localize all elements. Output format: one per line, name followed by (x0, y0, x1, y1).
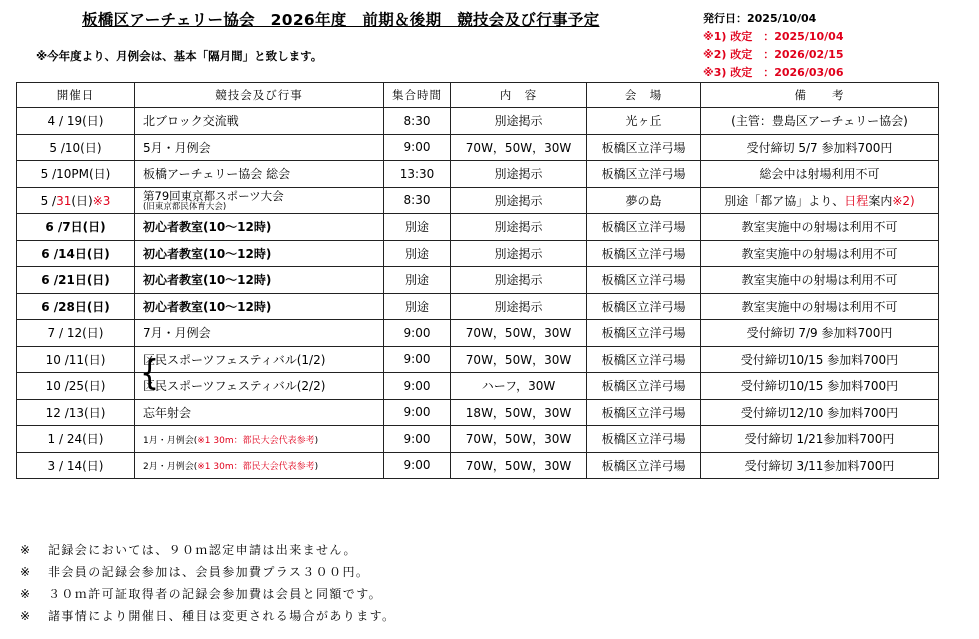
venue-text: 板橋区立洋弓場 (601, 352, 686, 367)
time-text: 8:30 (403, 193, 431, 208)
content-text: 別途掲示 (494, 246, 543, 261)
revision-2: ※2) 改定 ：2026/02/15 (703, 48, 844, 61)
event-name: 北ブロック交流戦 (143, 114, 239, 129)
remark-text: 教室実施中の射場は利用不可 (741, 299, 898, 314)
cell-date (17, 346, 135, 373)
venue-text: 板橋区立洋弓場 (601, 405, 686, 420)
cell-venue (587, 267, 701, 294)
table-row (17, 187, 939, 214)
venue-text: 板橋区立洋弓場 (601, 273, 686, 288)
issue-date: 発行日：2025/10/04 (703, 12, 817, 25)
date-changed-text: 31 (56, 193, 72, 208)
event-name: 初心者教室(10～12時) (143, 220, 272, 235)
cell-time (384, 346, 451, 373)
time-text: 別途 (404, 220, 429, 235)
remark-text: 教室実施中の射場は利用不可 (741, 273, 898, 288)
cell-time (384, 373, 451, 400)
content-text: 70W，50W，30W (465, 458, 572, 473)
cell-event (135, 267, 384, 294)
revision-1: ※1) 改定 ：2025/10/04 (703, 30, 844, 43)
cell-content (451, 399, 587, 426)
remark-text: 教室実施中の射場は利用不可 (741, 246, 898, 261)
page-title: 板橋区アーチェリー協会 2026年度 前期＆後期 競技会及び行事予定 (82, 11, 600, 29)
table-row (17, 214, 939, 241)
venue-text: 光ヶ丘 (625, 114, 662, 129)
cell-event (135, 293, 384, 320)
remark-text: 受付締切10/15 参加料700円 (740, 379, 899, 394)
date-text: 5 / (40, 193, 57, 208)
content-text: 別途掲示 (494, 299, 543, 314)
time-text: 9:00 (403, 325, 431, 340)
content-text: 70W，50W，30W (465, 432, 572, 447)
event-name: 初心者教室(10～12時) (143, 273, 272, 288)
time-text: 8:30 (403, 113, 431, 128)
cell-venue (587, 161, 701, 188)
content-text: 別途掲示 (494, 114, 543, 129)
footnote-mark: ※ (20, 609, 32, 623)
event-name: 初心者教室(10～12時) (143, 299, 272, 314)
cell-time (384, 399, 451, 426)
remark-text: 別途「都ア協」より、 (724, 193, 845, 208)
cell-remark (701, 426, 939, 453)
time-text: 別途 (404, 246, 429, 261)
cell-time (384, 293, 451, 320)
column-header-date: 開催日 (17, 83, 135, 108)
remark-text: (主管：豊島区アーチェリー協会) (731, 114, 908, 129)
cell-content (451, 267, 587, 294)
cell-remark (701, 267, 939, 294)
cell-time (384, 161, 451, 188)
cell-remark (701, 161, 939, 188)
content-text: ハーフ，30W (481, 379, 556, 394)
table-row (17, 240, 939, 267)
date-text: 6 /21日(日) (41, 273, 110, 288)
footnote-mark: ※ (20, 543, 32, 557)
venue-text: 板橋区立洋弓場 (601, 299, 686, 314)
cell-time (384, 267, 451, 294)
remark-text: 受付締切 3/11参加料700円 (744, 458, 895, 473)
cell-venue (587, 346, 701, 373)
cell-venue (587, 293, 701, 320)
event-name: 7月・月例会 (143, 326, 211, 341)
venue-text: 板橋区立洋弓場 (601, 326, 686, 341)
remark-highlight: 日程 (844, 193, 869, 208)
cell-date (17, 240, 135, 267)
cell-remark (701, 346, 939, 373)
cell-venue (587, 214, 701, 241)
cell-content (451, 187, 587, 214)
cell-date (17, 320, 135, 347)
remark-text: 受付締切 1/21参加料700円 (744, 432, 895, 447)
cell-content (451, 134, 587, 161)
cell-event (135, 399, 384, 426)
table-row (17, 161, 939, 188)
cell-time (384, 108, 451, 135)
remark-text: 受付締切10/15 参加料700円 (740, 352, 899, 367)
cell-remark (701, 320, 939, 347)
schedule-table (16, 82, 939, 479)
remark-text: 受付締切12/10 参加料700円 (740, 405, 899, 420)
remark-suffix: 案内 (868, 193, 893, 208)
footnote-mark: ※ (20, 565, 32, 579)
content-text: 別途掲示 (494, 220, 543, 235)
table-header-row (17, 83, 939, 108)
cell-remark (701, 187, 939, 214)
cell-content (451, 214, 587, 241)
remark-text: 教室実施中の射場は利用不可 (741, 220, 898, 235)
content-text: 別途掲示 (494, 193, 543, 208)
table-row (17, 452, 939, 479)
cell-venue (587, 399, 701, 426)
table-row (17, 320, 939, 347)
table-row (17, 293, 939, 320)
cell-event (135, 161, 384, 188)
time-text: 別途 (404, 299, 429, 314)
table-row (17, 267, 939, 294)
date-text: 12 /13(日) (45, 405, 106, 420)
cell-content (451, 108, 587, 135)
cell-venue (587, 320, 701, 347)
brace-mark: { (140, 353, 160, 394)
column-header-remarks: 備 考 (701, 83, 939, 108)
venue-text: 夢の島 (625, 193, 662, 208)
cell-date (17, 134, 135, 161)
cell-time (384, 426, 451, 453)
time-text: 9:00 (403, 140, 431, 155)
time-text: 9:00 (403, 405, 431, 420)
venue-text: 板橋区立洋弓場 (601, 246, 686, 261)
remark-text: 総会中は射場利用不可 (759, 167, 880, 182)
cell-event (135, 134, 384, 161)
footnote-text: ３０ｍ許可証取得者の記録会参加費は会員と同額です。 (48, 587, 383, 601)
time-text: 9:00 (403, 431, 431, 446)
cell-remark (701, 399, 939, 426)
cell-remark (701, 293, 939, 320)
cell-event (135, 187, 384, 214)
cell-event (135, 320, 384, 347)
venue-text: 板橋区立洋弓場 (601, 458, 686, 473)
footnote-mark: ※ (20, 587, 32, 601)
time-text: 9:00 (403, 352, 431, 367)
cell-remark (701, 134, 939, 161)
event-name: 2月・月例会( (143, 462, 198, 473)
cell-event (135, 373, 384, 400)
revision-3: ※3) 改定 ：2026/03/06 (703, 66, 844, 79)
table-row (17, 134, 939, 161)
cell-date (17, 214, 135, 241)
footnote-text: 諸事情により開催日、種目は変更される場合があります。 (48, 609, 396, 623)
cell-venue (587, 187, 701, 214)
date-text: 6 /7日(日) (45, 220, 106, 235)
cell-date (17, 108, 135, 135)
content-text: 18W，50W，30W (465, 405, 572, 420)
date-text: 10 /25(日) (45, 379, 106, 394)
cell-date (17, 426, 135, 453)
venue-text: 板橋区立洋弓場 (601, 140, 686, 155)
cell-venue (587, 426, 701, 453)
footnote-text: 非会員の記録会参加は、会員参加費プラス３００円。 (48, 565, 370, 579)
cell-date (17, 161, 135, 188)
cell-event (135, 452, 384, 479)
policy-note: ※今年度より、月例会は、基本「隔月間」と致します。 (36, 49, 323, 63)
cell-venue (587, 108, 701, 135)
date-text: 6 /28日(日) (41, 299, 110, 314)
cell-event (135, 108, 384, 135)
content-text: 70W，50W，30W (465, 326, 572, 341)
date-text: 4 / 19(日) (47, 114, 104, 129)
cell-time (384, 214, 451, 241)
content-text: 別途掲示 (494, 167, 543, 182)
event-note-close: ) (314, 435, 319, 446)
date-text: 5 /10(日) (49, 140, 102, 155)
event-note-close: ) (314, 462, 319, 473)
cell-date (17, 267, 135, 294)
cell-venue (587, 134, 701, 161)
revision-mark: ※3 (92, 193, 111, 208)
time-text: 別途 (404, 273, 429, 288)
time-text: 9:00 (403, 378, 431, 393)
venue-text: 板橋区立洋弓場 (601, 432, 686, 447)
footnote (20, 541, 357, 558)
column-header-content: 内 容 (451, 83, 587, 108)
content-text: 70W，50W，30W (465, 352, 572, 367)
cell-date (17, 293, 135, 320)
date-text: 7 / 12(日) (47, 326, 104, 341)
cell-venue (587, 240, 701, 267)
footnote (20, 585, 382, 602)
venue-text: 板橋区立洋弓場 (601, 167, 686, 182)
footnote (20, 607, 395, 624)
date-text: 3 / 14(日) (47, 458, 104, 473)
cell-event (135, 214, 384, 241)
event-name: 第79回東京都スポーツ大会 (143, 188, 284, 203)
time-text: 9:00 (403, 458, 431, 473)
table-row (17, 108, 939, 135)
content-text: 70W，50W，30W (465, 140, 572, 155)
event-note: ※1 30m：都民大会代表参考 (197, 462, 315, 473)
footnote-text: 記録会においては、９０ｍ認定申請は出来ません。 (48, 543, 357, 557)
date-text: 6 /14日(日) (41, 246, 110, 261)
remark-text: 受付締切 7/9 参加料700円 (746, 326, 893, 341)
table-row (17, 426, 939, 453)
event-note: ※1 30m：都民大会代表参考 (197, 435, 315, 446)
cell-content (451, 452, 587, 479)
cell-content (451, 293, 587, 320)
cell-content (451, 240, 587, 267)
cell-venue (587, 373, 701, 400)
cell-time (384, 240, 451, 267)
cell-time (384, 452, 451, 479)
venue-text: 板橋区立洋弓場 (601, 379, 686, 394)
cell-event (135, 426, 384, 453)
cell-time (384, 320, 451, 347)
cell-content (451, 373, 587, 400)
cell-date (17, 187, 135, 214)
remark-text: 受付締切 5/7 参加料700円 (746, 140, 893, 155)
event-name: 区民スポーツフェスティバル(2/2) (143, 379, 326, 394)
cell-remark (701, 214, 939, 241)
event-name: 区民スポーツフェスティバル(1/2) (143, 352, 326, 367)
footnote (20, 563, 369, 580)
content-text: 別途掲示 (494, 273, 543, 288)
cell-remark (701, 452, 939, 479)
event-name: 忘年射会 (143, 405, 192, 420)
date-text: 5 /10PM(日) (40, 167, 111, 182)
date-text: 10 /11(日) (45, 352, 106, 367)
cell-event (135, 240, 384, 267)
cell-event (135, 346, 384, 373)
event-name: 板橋アーチェリー協会 総会 (143, 167, 291, 182)
cell-content (451, 320, 587, 347)
date-text: 1 / 24(日) (47, 432, 104, 447)
cell-time (384, 134, 451, 161)
column-header-time: 集合時間 (384, 83, 451, 108)
cell-date (17, 373, 135, 400)
cell-date (17, 399, 135, 426)
cell-venue (587, 452, 701, 479)
event-subtitle: (旧東京都民体育大会) (143, 201, 227, 212)
column-header-event: 競技会及び行事 (135, 83, 384, 108)
venue-text: 板橋区立洋弓場 (601, 220, 686, 235)
cell-time (384, 187, 451, 214)
event-name: 1月・月例会( (143, 435, 198, 446)
date-suffix-text: (日) (71, 193, 93, 208)
column-header-venue: 会 場 (587, 83, 701, 108)
cell-content (451, 161, 587, 188)
event-name: 5月・月例会 (143, 140, 211, 155)
time-text: 13:30 (399, 166, 435, 181)
event-name: 初心者教室(10～12時) (143, 246, 272, 261)
cell-content (451, 426, 587, 453)
cell-remark (701, 240, 939, 267)
cell-remark (701, 373, 939, 400)
table-row (17, 399, 939, 426)
cell-content (451, 346, 587, 373)
revision-mark: ※2) (892, 193, 915, 208)
cell-date (17, 452, 135, 479)
cell-remark (701, 108, 939, 135)
